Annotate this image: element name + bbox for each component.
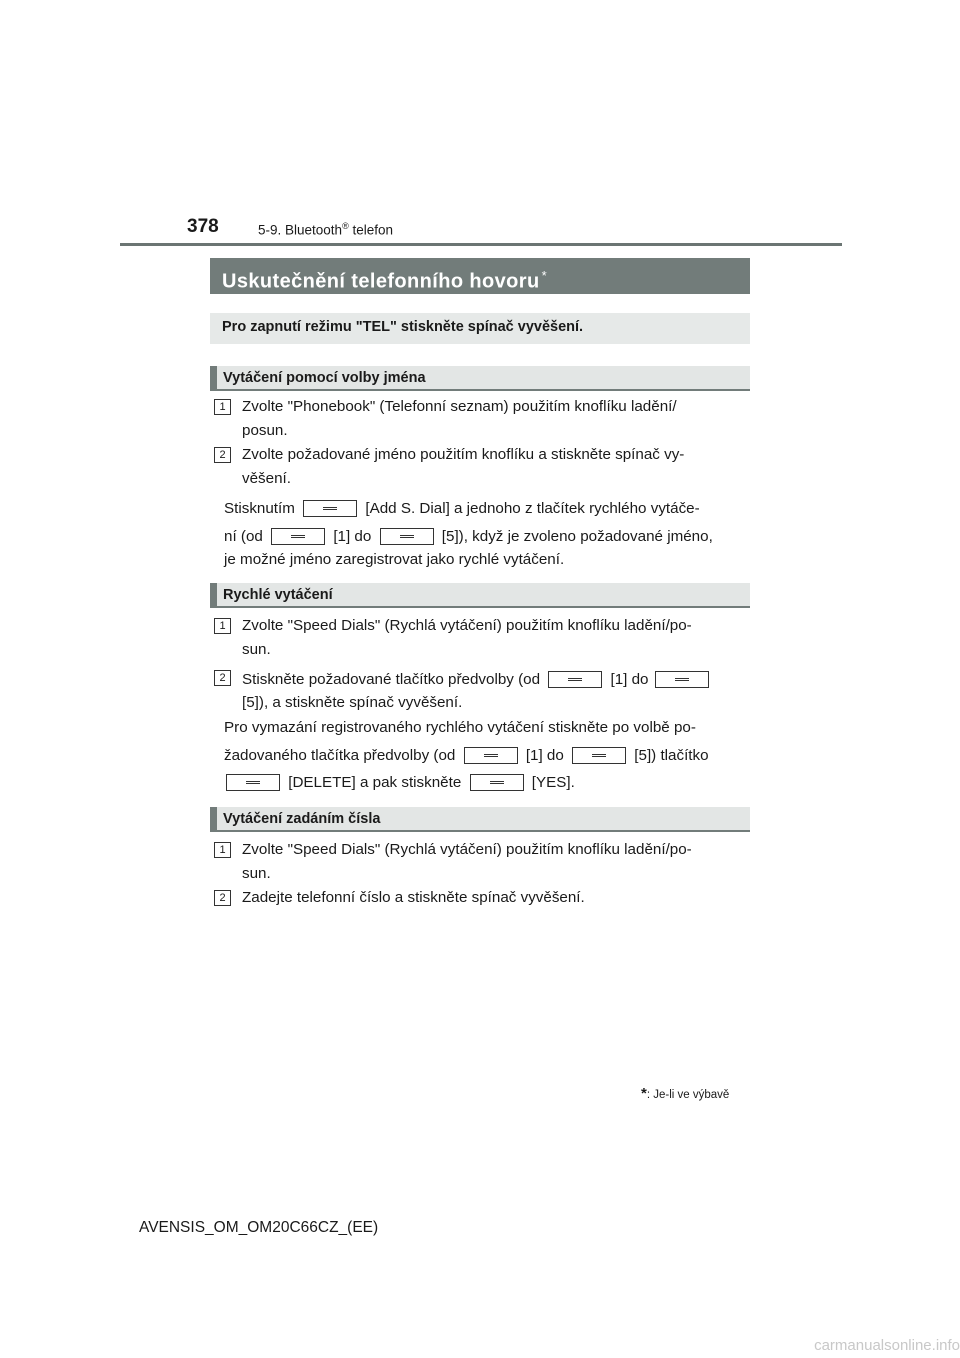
- button-icon: [380, 528, 434, 545]
- button-icon: [303, 500, 357, 517]
- step-text: [1] do: [610, 671, 649, 688]
- document-id: AVENSIS_OM_OM20C66CZ_(EE): [139, 1219, 379, 1236]
- note-line: [224, 773, 575, 793]
- step-text: posun.: [242, 422, 288, 439]
- note-text: Pro vymazání registrovaného rychlého vytáčení stiskněte po volbě po-: [224, 719, 696, 736]
- section-heading-name-dial: Vytáčení pomocí volby jména: [210, 366, 750, 391]
- step-number: 1: [214, 618, 231, 634]
- step-number: 2: [214, 670, 231, 686]
- button-icon: [464, 747, 518, 764]
- note-line: [224, 527, 713, 547]
- note-text: ní (od: [224, 528, 263, 545]
- step-text: sun.: [242, 641, 271, 658]
- step-text: sun.: [242, 865, 271, 882]
- section-prefix: 5-9. Bluetooth: [258, 222, 343, 238]
- footnote-text: : Je-li ve výbavě: [646, 1089, 730, 1101]
- section-suffix: telefon: [348, 222, 393, 238]
- note-text: [5]) tlačítko: [634, 747, 709, 764]
- page-title-text: Uskutečnění telefonního hovoru: [222, 270, 540, 293]
- note-text: [5]), když je zvoleno požadované jméno,: [441, 528, 713, 545]
- step-text: [5]), a stiskněte spínač vyvěšení.: [242, 694, 463, 711]
- step-text: Zvolte "Speed Dials" (Rychlá vytáčení) použitím knoflíku ladění/po-: [242, 617, 692, 634]
- note-line: [224, 499, 700, 519]
- page-title: [210, 258, 750, 294]
- watermark: carmanualsonline.info: [814, 1337, 960, 1354]
- footnote-asterisk: *: [641, 1085, 647, 1102]
- note-text: [1] do: [525, 747, 564, 764]
- header-rule: [120, 243, 842, 246]
- section-reference: [258, 221, 393, 238]
- page-number: 378: [187, 216, 219, 237]
- intro-box: Pro zapnutí režimu "TEL" stiskněte spínač vyvěšení.: [210, 313, 750, 344]
- note-text: [Add S. Dial] a jednoho z tlačítek rychlého vytáče-: [365, 500, 700, 517]
- section-heading-number-dial: Vytáčení zadáním čísla: [210, 807, 750, 832]
- button-icon: [572, 747, 626, 764]
- step-text: Zvolte "Speed Dials" (Rychlá vytáčení) použitím knoflíku ladění/po-: [242, 841, 692, 858]
- button-icon: [655, 671, 709, 688]
- note-line: [224, 746, 709, 766]
- note-text: [DELETE] a pak stiskněte: [288, 774, 462, 791]
- note-text: je možné jméno zaregistrovat jako rychlé vytáčení.: [224, 551, 565, 568]
- step-text: Zvolte "Phonebook" (Telefonní seznam) použitím knoflíku ladění/: [242, 398, 677, 415]
- step-number: 2: [214, 447, 231, 463]
- note-text: [YES].: [531, 774, 575, 791]
- note-text: Stisknutím: [224, 500, 295, 517]
- button-icon: [226, 774, 280, 791]
- button-icon: [548, 671, 602, 688]
- step-number: 2: [214, 890, 231, 906]
- button-icon: [271, 528, 325, 545]
- step-text: Zadejte telefonní číslo a stiskněte spínač vyvěšení.: [242, 889, 585, 906]
- step-number: 1: [214, 399, 231, 415]
- footnote: [641, 1085, 729, 1102]
- button-icon: [470, 774, 524, 791]
- note-text: žadovaného tlačítka předvolby (od: [224, 747, 456, 764]
- step-text: Zvolte požadované jméno použitím knoflíku a stiskněte spínač vy-: [242, 446, 685, 463]
- step-text: věšení.: [242, 470, 291, 487]
- note-text: [1] do: [333, 528, 372, 545]
- step-number: 1: [214, 842, 231, 858]
- registered-mark: ®: [342, 221, 349, 231]
- title-asterisk: *: [541, 268, 548, 283]
- section-heading-speed-dial: Rychlé vytáčení: [210, 583, 750, 608]
- step-text: Stiskněte požadované tlačítko předvolby (od: [242, 671, 541, 688]
- step-line: [242, 670, 711, 690]
